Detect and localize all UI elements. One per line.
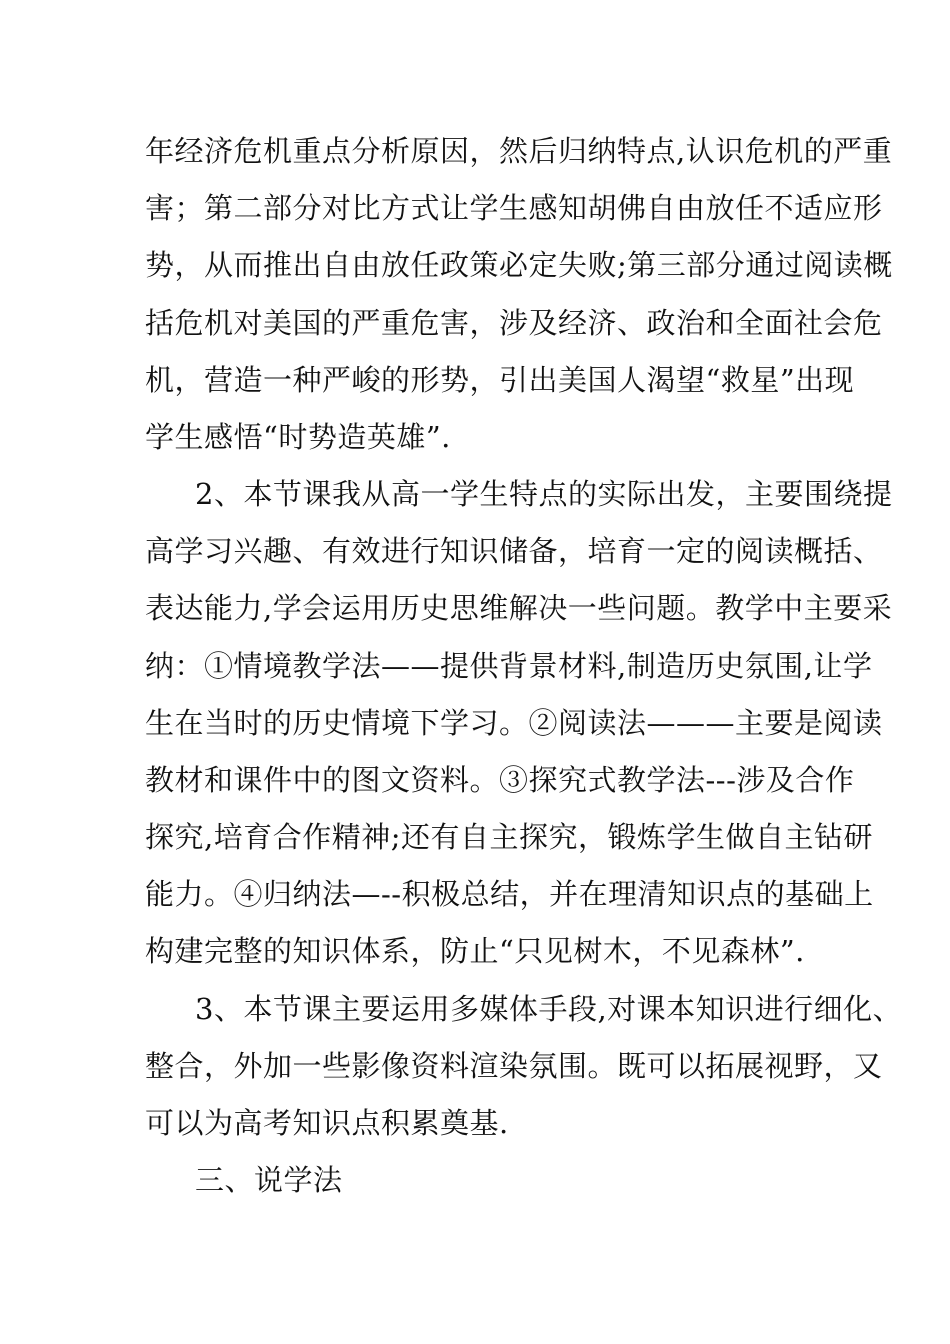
paragraph-line: 整合，外加一些影像资料渲染氛围。既可以拓展视野，又 <box>145 1049 883 1083</box>
paragraph-line: 机，营造一种严峻的形势，引出美国人渴望“救星”出现 <box>145 363 855 397</box>
paragraph-line: 教材和课件中的图文资料。③探究式教学法---涉及合作 <box>145 763 855 797</box>
paragraph-line: 探究,培育合作精神;还有自主探究，锻炼学生做自主钻研 <box>145 820 873 854</box>
paragraph-line: 势，从而推出自由放任政策必定失败;第三部分通过阅读概 <box>145 248 893 282</box>
paragraph-line: 2、本节课我从高一学生特点的实际出发，主要围绕提 <box>195 477 893 511</box>
paragraph-line: 高学习兴趣、有效进行知识储备，培育一定的阅读概括、 <box>145 534 883 568</box>
paragraph-line: 年经济危机重点分析原因，然后归纳特点,认识危机的严重 <box>145 134 893 168</box>
paragraph-line: 3、本节课主要运用多媒体手段,对课本知识进行细化、 <box>195 992 903 1026</box>
paragraph-line: 生在当时的历史情境下学习。②阅读法———主要是阅读 <box>145 706 883 740</box>
section-heading: 三、说学法 <box>195 1163 343 1197</box>
paragraph-line: 学生感悟“时势造英雄”. <box>145 420 451 454</box>
paragraph-line: 能力。④归纳法—--积极总结，并在理清知识点的基础上 <box>145 877 874 911</box>
paragraph-line: 构建完整的知识体系，防止“只见树木，不见森林”. <box>145 934 805 968</box>
paragraph-line: 表达能力,学会运用历史思维解决一些问题。教学中主要采 <box>145 591 893 625</box>
paragraph-line: 害；第二部分对比方式让学生感知胡佛自由放任不适应形 <box>145 191 883 225</box>
paragraph-line: 纳：①情境教学法——提供背景材料,制造历史氛围,让学 <box>145 649 873 683</box>
paragraph-line: 括危机对美国的严重危害，涉及经济、政治和全面社会危 <box>145 306 883 340</box>
paragraph-line: 可以为高考知识点积累奠基. <box>145 1106 509 1140</box>
